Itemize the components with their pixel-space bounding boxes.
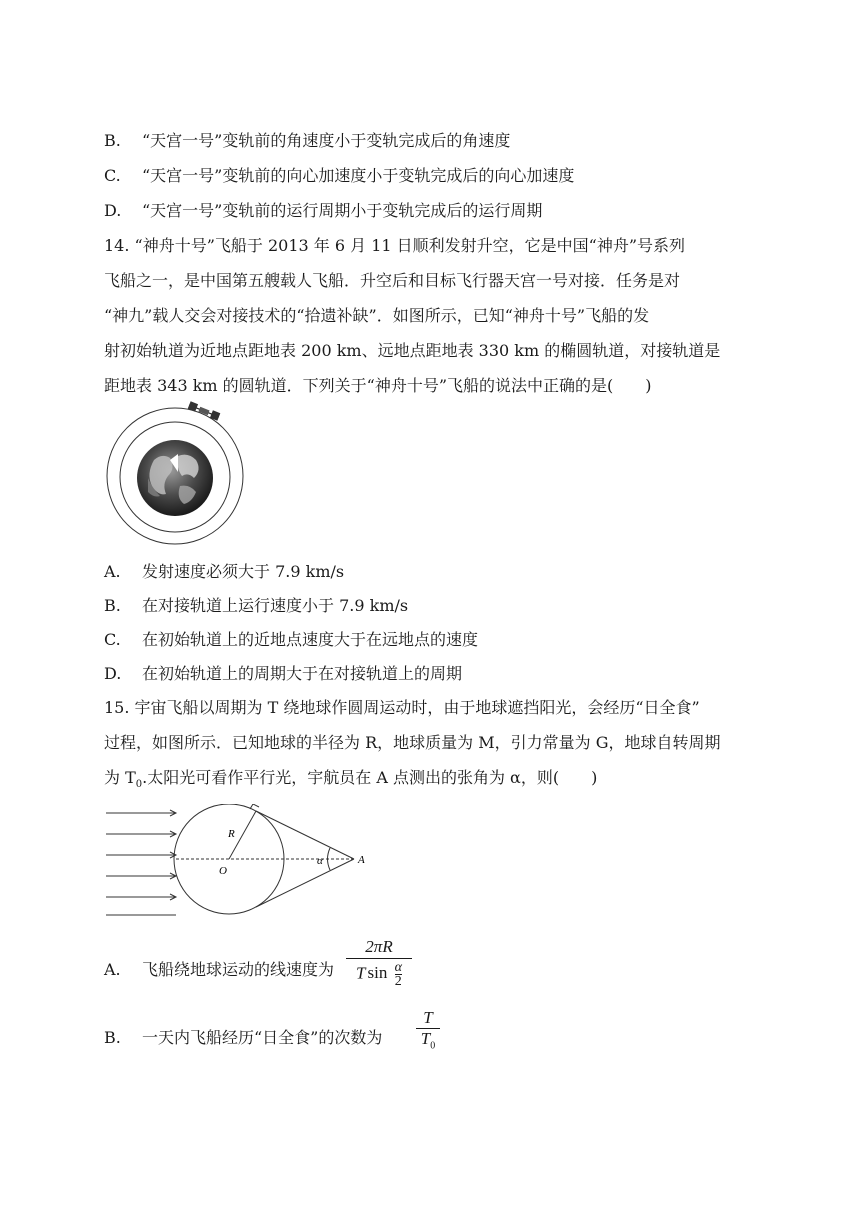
- q15-stem-line-2: 过程，如图所示．已知地球的半径为 R，地球质量为 M，引力常量为 G，地球自转周期: [104, 733, 721, 752]
- q13-option-d: D. “天宫一号”变轨前的运行周期小于变轨完成后的运行周期: [104, 201, 543, 220]
- q15-stem-line-3: 为 $T_0$.太阳光可看作平行光，宇航员在 A 点测出的张角为 α，则( ): [104, 768, 598, 791]
- tangent-lower: [256, 859, 354, 907]
- q14-stem-line-5: 距地表 343 km 的圆轨道．下列关于“神舟十号”飞船的说法中正确的是( ): [104, 376, 652, 395]
- label-a: A: [358, 854, 365, 866]
- q14-option-d: D. 在初始轨道上的周期大于在对接轨道上的周期: [104, 664, 463, 683]
- q14-stem-line-3: “神九”载人交会对接技术的“拾遗补缺”．如图所示，已知“神舟十号”飞船的发: [104, 306, 650, 325]
- q14-stem-line-4: 射初始轨道为近地点距地表 200 km、远地点距地表 330 km 的椭圆轨道，对接轨道是: [104, 341, 721, 360]
- q14-stem-line-1: 14. “神舟十号”飞船于 2013 年 6 月 11 日顺利发射升空，它是中国“神舟”号系列: [104, 236, 686, 255]
- formula-linear-speed: 2πR T sin $\frac{\alpha}{2}$: [346, 936, 412, 988]
- sunlight-rays: [106, 810, 176, 900]
- q15-stem-line-1: 15. 宇宙飞船以周期为 T 绕地球作圆周运动时，由于地球遮挡阳光，会经历“日全食”: [104, 698, 700, 717]
- q14-option-b: B. 在对接轨道上运行速度小于 7.9 km/s: [104, 596, 409, 615]
- label-r: R: [228, 828, 235, 840]
- label-o: O: [219, 865, 227, 877]
- orbit-figure: [104, 398, 246, 546]
- label-alpha: α: [317, 855, 323, 867]
- q13-option-b: B. “天宫一号”变轨前的角速度小于变轨完成后的角速度: [104, 131, 511, 150]
- q14-option-c: C. 在初始轨道上的近地点速度大于在远地点的速度: [104, 630, 479, 649]
- spacecraft-icon: [188, 401, 221, 420]
- earth-icon: [137, 440, 213, 516]
- q14-stem-line-2: 飞船之一，是中国第五艘载人飞船．升空后和目标飞行器天宫一号对接．任务是对: [104, 271, 681, 290]
- q15-option-b: B. 一天内飞船经历“日全食”的次数为: [104, 1028, 383, 1047]
- q15-option-a: A. 飞船绕地球运动的线速度为: [104, 960, 335, 979]
- eclipse-figure: [104, 804, 374, 920]
- q14-option-a: A. 发射速度必须大于 7.9 km/s: [104, 562, 345, 581]
- tangent-upper: [256, 811, 354, 859]
- q13-option-c: C. “天宫一号”变轨前的向心加速度小于变轨完成后的向心加速度: [104, 166, 575, 185]
- formula-eclipse-count: T $T_0$: [416, 1008, 440, 1056]
